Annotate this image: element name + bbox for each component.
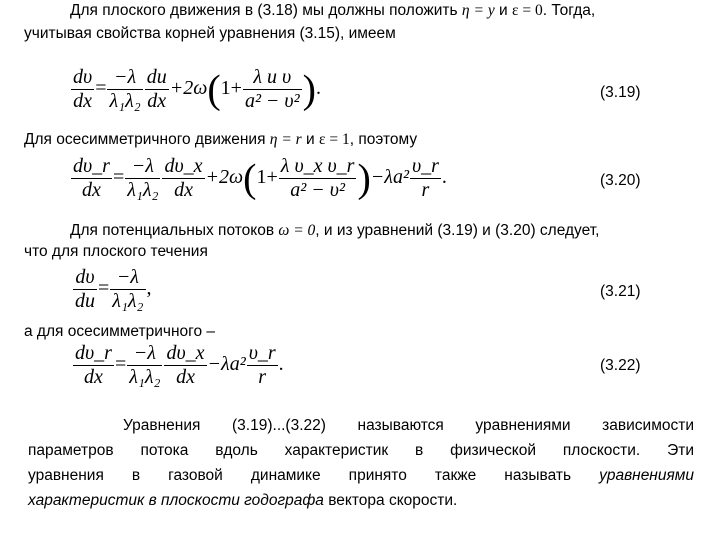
emphasis-text: характеристик в плоскости годографа <box>28 492 324 509</box>
potential-line-2: что для плоского течения <box>24 243 208 260</box>
text: , поэтому <box>349 131 418 148</box>
fraction: $\frac{du}{dx}$ <box>146 66 167 112</box>
math-inline: η = y <box>461 2 495 19</box>
equation-3-21: $\frac{d\upsilon}{du}$ = $\frac{-\lambda}{\text{λ₁λ₂}}$ , <box>75 266 152 312</box>
math-inline: ω = 0 <box>278 222 316 239</box>
fraction: $\frac{d\upsilon}{dx}$ <box>73 66 93 112</box>
fraction: $\frac{d\upsilon\_r}{dx}$ <box>73 155 110 201</box>
final-paragraph <box>28 413 694 513</box>
text: уравнения в газовой динамике принято также называть <box>28 467 600 484</box>
fraction: $\frac{\upsilon\_r}{r}$ <box>248 342 276 388</box>
fraction: $\frac{\upsilon\_r}{r}$ <box>411 155 439 201</box>
fraction: $\frac{-\lambda}{\text{λ₁λ₂}}$ <box>127 155 159 201</box>
potential-line-1 <box>70 222 599 240</box>
fraction: $\frac{d\upsilon\_x}{dx}$ <box>166 342 205 388</box>
intro-text: Для плоского движения в (3.18) мы должны положить <box>70 2 462 19</box>
text: и <box>301 131 319 148</box>
final-line-1: Уравнения (3.19)...(3.22) называются уравнениями зависимости <box>123 417 694 434</box>
text: , и из уравнений (3.19) и (3.20) следует, <box>315 222 600 239</box>
final-line-4 <box>28 488 694 513</box>
intro-text: . Тогда, <box>542 2 596 19</box>
final-line-2: параметров потока вдоль характеристик в физической плоскости. Эти <box>28 442 694 459</box>
fraction: $\frac{d\upsilon\_x}{dx}$ <box>164 155 203 201</box>
math-inline: ε = 1 <box>319 131 350 148</box>
text: Для осесимметричного движения <box>24 131 270 148</box>
fraction: $\frac{-\lambda}{\text{λ₁λ₂}}$ <box>129 342 161 388</box>
equation-number: (3.20) <box>600 172 641 189</box>
equation-3-22: $\frac{d\upsilon\_r}{dx}$ = $\frac{-\lambda}{\text{λ₁λ₂}}$ $\frac{d\upsilon\_x}{dx}$ −λa² $\frac{\upsilon\_r}{r}$ . <box>75 342 284 388</box>
equation-3-19: $\frac{d\upsilon}{dx}$ = $\frac{-\lambda}{\text{λ₁λ₂}}$ $\frac{du}{dx}$ +2ω(1+ $\frac{\text{λ u υ}}{\text{a² − υ²}}$ ). <box>73 66 321 112</box>
equation-3-20: $\frac{d\upsilon\_r}{dx}$ = $\frac{-\lambda}{\text{λ₁λ₂}}$ $\frac{d\upsilon\_x}{dx}$ +2ω(1+ $\frac{\text{λ υ\_x υ\_r}}{\text{a² − υ²}}$ )−λa² $\frac{\upsilon\_r}{r}$ . <box>73 155 447 201</box>
intro-text: и <box>494 2 512 19</box>
equation-number: (3.19) <box>600 84 641 101</box>
math-inline: η = r <box>269 131 302 148</box>
emphasis-text: уравнениями <box>599 467 694 484</box>
final-line-3 <box>28 463 694 488</box>
fraction: $\frac{-\lambda}{\text{λ₁λ₂}}$ <box>112 266 144 312</box>
equation-number: (3.22) <box>600 357 641 374</box>
fraction: $\frac{\text{λ υ\_x υ\_r}}{\text{a² − υ²}}$ <box>280 155 355 201</box>
fraction: $\frac{-\lambda}{\text{λ₁λ₂}}$ <box>109 66 141 112</box>
text: Для потенциальных потоков <box>70 222 279 239</box>
fraction: $\frac{d\upsilon}{du}$ <box>75 266 95 312</box>
intro-line-1 <box>70 2 595 20</box>
axisym-line: а для осесимметричного – <box>24 323 216 340</box>
fraction: $\frac{\text{λ u υ}}{\text{a² − υ²}}$ <box>244 66 300 112</box>
equation-number: (3.21) <box>600 283 641 300</box>
fraction: $\frac{d\upsilon\_r}{dx}$ <box>75 342 112 388</box>
axisym-intro <box>24 131 417 149</box>
intro-line-2: учитывая свойства корней уравнения (3.15), имеем <box>24 25 396 42</box>
text: вектора скорости. <box>323 492 458 509</box>
math-inline: ε = 0 <box>511 2 543 19</box>
